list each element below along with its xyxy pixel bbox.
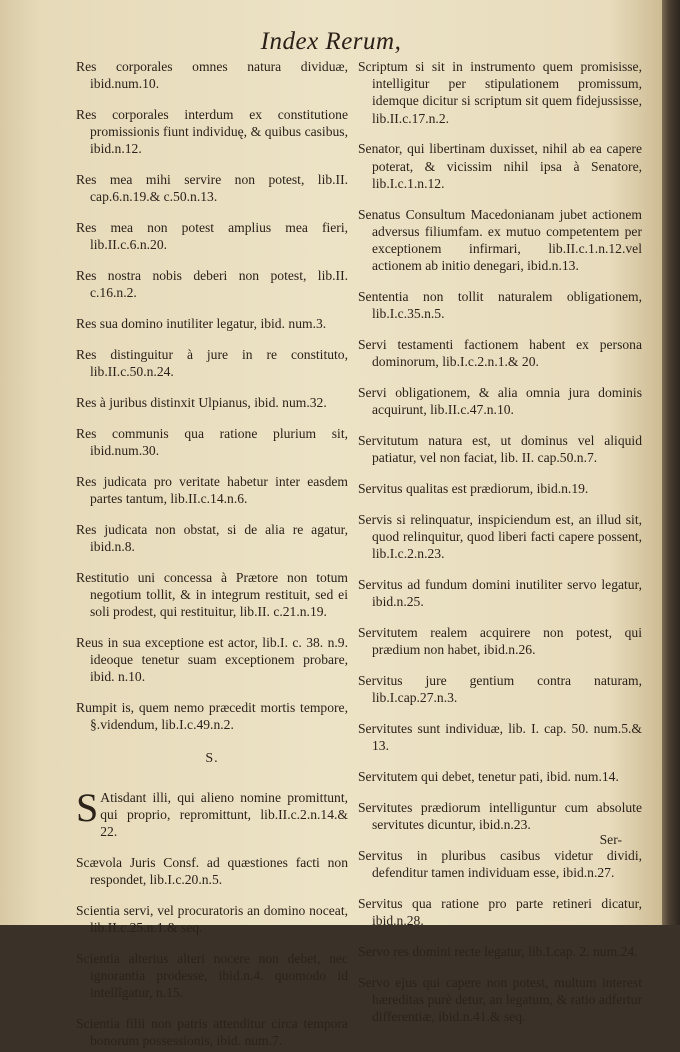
index-entry: Rumpit is, quem nemo præcedit mortis tempore, §.videndum, lib.I.c.49.n.2. [76, 700, 348, 733]
index-entry: Res mea non potest amplius mea fieri, lib.II.c.6.n.20. [76, 220, 348, 253]
index-entry: Sententia non tollit naturalem obligationem, lib.I.c.35.n.5. [358, 289, 642, 322]
index-entry: Servitus in pluribus casibus videtur dividi, defenditur tamen individuam esse, ibid.n.27. [358, 847, 642, 881]
index-entry: Servi obligationem, & alia omnia jura dominis acquirunt, lib.II.c.47.n.10. [358, 385, 642, 418]
index-entry: Res judicata pro veritate habetur inter easdem partes tantum, lib.II.c.14.n.6. [76, 473, 348, 506]
drop-cap: S [76, 784, 99, 830]
index-entry: Servitutem qui debet, tenetur pati, ibid. num.14. [358, 769, 619, 785]
index-entry: Servitus qua ratione pro parte retineri dicatur, ibid.n.28. [358, 895, 642, 929]
index-entry: Res mea mihi servire non potest, lib.II. cap.6.n.19.& c.50.n.13. [76, 172, 348, 205]
index-entry: Res à juribus distinxit Ulpianus, ibid. num.32. [76, 395, 327, 410]
index-entry: Restitutio uni concessa à Prætore non totum negotium tollit, & in integrum restituit, sed ei soli prodest, qui restituitur, lib.II. c.21.n.19. [76, 569, 348, 620]
index-entry: Servitus qualitas est prædiorum, ibid.n.19. [358, 481, 589, 497]
index-entry: Senatus Consultum Macedonianam jubet actionem adversus filiumfam. ex mutuo competentem per exceptionem infirmari, lib.II.c.1.n.12.vel actionem ab initio denegari, ibid.n.13. [358, 206, 642, 274]
index-entry: Servitutum natura est, ut dominus vel aliquid patiatur, vel non faciat, lib. II. cap.50.n.7. [358, 433, 642, 466]
page-header: Index Rerum, [260, 28, 402, 55]
catchword: Ser- [599, 832, 622, 847]
section-letter: S. [205, 750, 219, 766]
dropcap-entry-text: Atisdant illi, qui alieno nomine promittunt, qui proprio, repromittunt, lib.II.c.2.n.14.& 22. [100, 789, 348, 840]
left-column [76, 58, 348, 1052]
index-entry: Scientia filii non patris attenditur circa tempora bonorum possessionis, ibid. num.7. [76, 1016, 348, 1049]
index-entry: Reus in sua exceptione est actor, lib.I. c. 38. n.9. ideoque tenetur suam exceptionem probare, ibid. n.10. [76, 635, 348, 685]
right-column [358, 58, 642, 1028]
index-entry: Servo ejus qui capere non potest, multum interest hæreditas purè detur, an legatum, & ratio adfertur differentiæ, ibid.n.41.& seq. [358, 974, 642, 1025]
index-entry: Servitutes sunt individuæ, lib. I. cap. 50. num.5.& 13. [358, 721, 642, 754]
index-entry: Scævola Juris Consf. ad quæstiones facti non respondet, lib.I.c.20.n.5. [76, 855, 348, 888]
index-entry: Res nostra nobis deberi non potest, lib.II. c.16.n.2. [76, 268, 348, 301]
index-entry: Res sua domino inutiliter legatur, ibid. num.3. [76, 316, 327, 332]
index-entry: Servitutes prædiorum intelliguntur cum absolute servitutes dicuntur, ibid.n.23. [358, 799, 642, 833]
index-entry: Servitutem realem acquirere non potest, qui prædium non habet, ibid.n.26. [358, 625, 642, 658]
index-entry: Servi testamenti factionem habent ex persona dominorum, lib.I.c.2.n.1.& 20. [358, 337, 642, 370]
index-entry: Senator, qui libertinam duxisset, nihil ab ea capere poterat, & vicissim nihil ipsa à Senatore, lib.I.c.1.n.12. [358, 141, 642, 191]
index-entry: Scriptum si sit in instrumento quem promisisse, intelligitur per stipulationem promissum, idemque dicitur si scriptum sit quem fidejussisse, lib.II.c.17.n.2. [358, 59, 642, 126]
index-entry: Res corporales omnes natura dividuæ, ibid.num.10. [76, 59, 348, 92]
index-entry: Scientia alterius alteri nocere non debet, nec ignorantia prodesse, ibid.n.4. quomodo id intellîgatur, n.15. [76, 951, 348, 1001]
left-entries-before [76, 58, 348, 734]
index-entry: Servo res domini recte legatur, lib.I.cap. 2. num.24. [358, 943, 638, 959]
index-entry: Res judicata non obstat, si de alia re agatur, ibid.n.8. [76, 521, 348, 554]
index-entry: Servitus ad fundum domini inutiliter servo legatur, ibid.n.25. [358, 577, 642, 610]
dropcap-entry [76, 784, 348, 841]
book-spine [662, 0, 680, 925]
index-entry: Servis si relinquatur, inspiciendum est, an illud sit, quod relinquitur, quod liberi facti capere possent, lib.I.c.2.n.23. [358, 511, 642, 562]
left-entries-after [76, 854, 348, 1050]
index-entry: Res distinguitur à jure in re constituto, lib.II.c.50.n.24. [76, 347, 348, 380]
index-entry: Servitus jure gentium contra naturam, lib.I.cap.27.n.3. [358, 673, 642, 706]
index-entry: Res corporales interdum ex constitutione promissionis fiunt individuę, & quibus casibus, ibid.n.12. [76, 107, 348, 157]
index-entry: Res communis qua ratione plurium sit, ibid.num.30. [76, 425, 348, 458]
index-entry: Scientia servi, vel procuratoris an domino noceat, lib.II.c.25.n.1.& seq. [76, 903, 348, 936]
